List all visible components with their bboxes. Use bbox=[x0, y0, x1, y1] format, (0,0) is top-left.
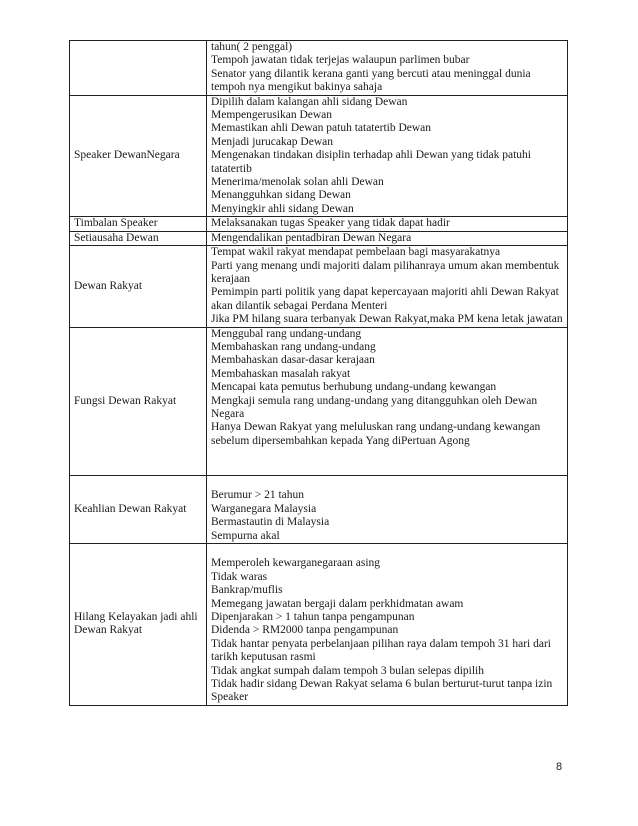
row-label: Speaker DewanNegara bbox=[74, 149, 180, 162]
content-line: Warganegara Malaysia bbox=[211, 502, 317, 515]
row-label-cell bbox=[70, 543, 207, 705]
content-line: Mengendalikan pentadbiran Dewan Negara bbox=[211, 231, 412, 244]
row-label-cell bbox=[70, 327, 207, 475]
content-line: Mencapai kata pemutus berhubung undang-undang kewangan bbox=[211, 381, 497, 394]
content-line: Tidak angkat sumpah dalam tempoh 3 bulan selepas dipilih bbox=[211, 664, 484, 677]
content-line: Hanya Dewan Rakyat yang meluluskan rang undang-undang kewangan sebelum dipersembahkan kepada Yang diPertuan Agong bbox=[211, 421, 541, 447]
table-row bbox=[70, 543, 568, 705]
row-label: Fungsi Dewan Rakyat bbox=[74, 394, 177, 407]
content-line: Tidak hadir sidang Dewan Rakyat selama 6 bulan berturut-turut tanpa izin Speaker bbox=[211, 678, 553, 704]
content-line: Tempoh jawatan tidak terjejas walaupun parlimen bubar bbox=[211, 54, 470, 67]
table-row bbox=[70, 217, 568, 231]
content-line: Didenda > RM2000 tanpa pengampunan bbox=[211, 624, 399, 637]
content-line: Membahaskan masalah rakyat bbox=[211, 367, 351, 380]
row-content-cell bbox=[207, 41, 568, 96]
content-line: Mempengerusikan Dewan bbox=[211, 109, 333, 122]
content-line: Pemimpin parti politik yang dapat kepercayaan majoriti ahli Dewan Rakyat akan dilantik sebagai Perdana Menteri bbox=[211, 286, 559, 312]
content-line: Mengkaji semula rang undang-undang yang ditangguhkan oleh Dewan Negara bbox=[211, 394, 538, 420]
row-content-cell bbox=[207, 543, 568, 705]
row-label-cell bbox=[70, 475, 207, 543]
row-content-cell bbox=[207, 95, 568, 217]
content-line: tahun( 2 penggal) bbox=[211, 41, 293, 53]
content-line: Melaksanakan tugas Speaker yang tidak dapat hadir bbox=[211, 217, 450, 230]
row-label-cell bbox=[70, 246, 207, 327]
content-table bbox=[69, 40, 568, 706]
content-line: Berumur > 21 tahun bbox=[211, 489, 305, 502]
content-line: Memegang jawatan bergaji dalam perkhidmatan awam bbox=[211, 597, 464, 610]
content-line: Memastikan ahli Dewan patuh tatatertib Dewan bbox=[211, 122, 432, 135]
row-label: Setiausaha Dewan bbox=[74, 231, 159, 244]
row-label-cell bbox=[70, 95, 207, 217]
content-line: Memperoleh kewarganegaraan asing bbox=[211, 557, 381, 570]
content-line: Parti yang menang undi majoriti dalam pilihanraya umum akan membentuk kerajaan bbox=[211, 259, 560, 285]
content-line: Membahaskan dasar-dasar kerajaan bbox=[211, 354, 375, 367]
content-line: tempoh nya mengikut bakinya sahaja bbox=[211, 81, 383, 94]
content-line: Mengenakan tindakan disiplin terhadap ahli Dewan yang tidak patuhi tatatertib bbox=[211, 149, 531, 175]
row-content-cell bbox=[207, 475, 568, 543]
content-line: Dipilih dalam kalangan ahli sidang Dewan bbox=[211, 95, 408, 108]
row-content-cell bbox=[207, 231, 568, 245]
content-line: Menyingkir ahli sidang Dewan bbox=[211, 202, 354, 215]
page-number: 8 bbox=[556, 761, 563, 773]
table-row bbox=[70, 327, 568, 475]
content-line: Bermastautin di Malaysia bbox=[211, 516, 330, 529]
table-row bbox=[70, 41, 568, 96]
content-line: Senator yang dilantik kerana ganti yang bercuti atau meninggal dunia bbox=[211, 67, 531, 80]
content-line: Tidak hantar penyata perbelanjaan pilihan raya dalam tempoh 31 hari dari tarikh keputusan rasmi bbox=[211, 637, 551, 664]
content-line: Menerima/menolak solan ahli Dewan bbox=[211, 176, 384, 189]
row-label: Hilang Kelayakan jadi ahli Dewan Rakyat bbox=[74, 611, 198, 637]
content-line: Tidak waras bbox=[211, 570, 268, 583]
content-line: Sempurna akal bbox=[211, 529, 280, 542]
content-line: Membahaskan rang undang-undang bbox=[211, 340, 376, 353]
content-line: Menangguhkan sidang Dewan bbox=[211, 189, 351, 202]
row-content-cell bbox=[207, 217, 568, 231]
table-row bbox=[70, 95, 568, 217]
table-row bbox=[70, 231, 568, 245]
row-label-cell bbox=[70, 231, 207, 245]
row-label: Keahlian Dewan Rakyat bbox=[74, 502, 187, 515]
content-line: Menjadi jurucakap Dewan bbox=[211, 135, 333, 148]
content-line: Dipenjarakan > 1 tahun tanpa pengampunan bbox=[211, 611, 415, 623]
row-content-cell bbox=[207, 246, 568, 327]
row-label: Timbalan Speaker bbox=[74, 217, 158, 230]
content-line: Jika PM hilang suara terbanyak Dewan Rakyat,maka PM kena letak jawatan bbox=[211, 313, 563, 326]
table-row bbox=[70, 246, 568, 327]
row-content-cell bbox=[207, 327, 568, 475]
content-line: Tempat wakil rakyat mendapat pembelaan bagi masyarakatnya bbox=[211, 246, 501, 259]
row-label-cell bbox=[70, 217, 207, 231]
content-line: Menggubal rang undang-undang bbox=[211, 327, 362, 340]
table-row bbox=[70, 475, 568, 543]
content-line: Bankrap/muflis bbox=[211, 584, 283, 597]
row-label: Dewan Rakyat bbox=[74, 279, 143, 292]
row-label-cell bbox=[70, 41, 207, 96]
